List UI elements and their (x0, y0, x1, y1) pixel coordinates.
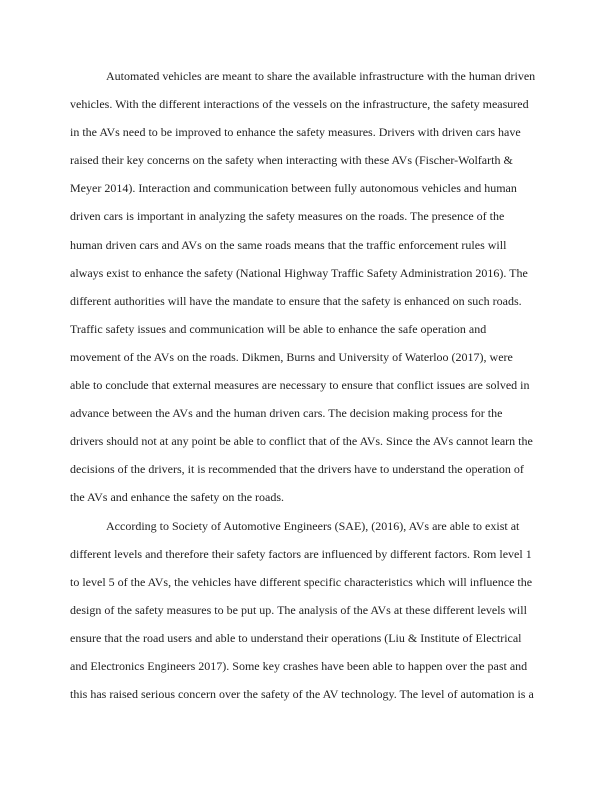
text-line: to level 5 of the AVs, the vehicles have different specific characteristics which will influence the (70, 574, 533, 589)
document-body (70, 62, 546, 708)
text-line: always exist to enhance the safety (National Highway Traffic Safety Administration 2016). The (70, 265, 528, 280)
text-line: able to conclude that external measures are necessary to ensure that conflict issues are solved in (70, 378, 530, 393)
text-line: the AVs and enhance the safety on the roads. (70, 490, 285, 505)
text-line: Meyer 2014). Interaction and communication between fully autonomous vehicles and human (70, 181, 517, 196)
text-line: this has raised serious concern over the safety of the AV technology. The level of automation is a (70, 687, 534, 702)
text-line: According to Society of Automotive Engineers (SAE), (2016), AVs are able to exist at (106, 518, 520, 533)
text-line: Automated vehicles are meant to share the available infrastructure with the human driven (106, 69, 536, 83)
text-line: human driven cars and AVs on the same roads means that the traffic enforcement rules will (70, 237, 507, 252)
text-line: movement of the AVs on the roads. Dikmen, Burns and University of Waterloo (2017), were (70, 349, 513, 364)
text-line: decisions of the drivers, it is recommended that the drivers have to understand the operation of (70, 462, 524, 477)
text-line: Traffic safety issues and communication will be able to enhance the safe operation and (70, 321, 487, 336)
text-line: in the AVs need to be improved to enhance the safety measures. Drivers with driven cars have (70, 125, 521, 140)
text-line: different authorities will have the mandate to ensure that the safety is enhanced on such roads. (70, 293, 522, 308)
text-line: driven cars is important in analyzing the safety measures on the roads. The presence of the (70, 209, 505, 224)
text-line: drivers should not at any point be able to conflict that of the AVs. Since the AVs cannot learn the (70, 434, 533, 449)
text-line: advance between the AVs and the human driven cars. The decision making process for the (70, 406, 503, 421)
text-line: ensure that the road users and able to understand their operations (Liu & Institute of Electrical (70, 630, 522, 645)
text-line: vehicles. With the different interactions of the vessels on the infrastructure, the safety measured (70, 97, 529, 112)
text-line: and Electronics Engineers 2017). Some key crashes have been able to happen over the past and (70, 658, 528, 673)
text-line: design of the safety measures to be put up. The analysis of the AVs at these different levels will (70, 602, 527, 617)
text-line: raised their key concerns on the safety when interacting with these AVs (Fischer-Wolfarth & (70, 153, 513, 168)
text-line: different levels and therefore their safety factors are influenced by different factors. Rom level 1 (70, 546, 532, 561)
paragraph (70, 512, 546, 709)
paragraph (70, 62, 546, 512)
